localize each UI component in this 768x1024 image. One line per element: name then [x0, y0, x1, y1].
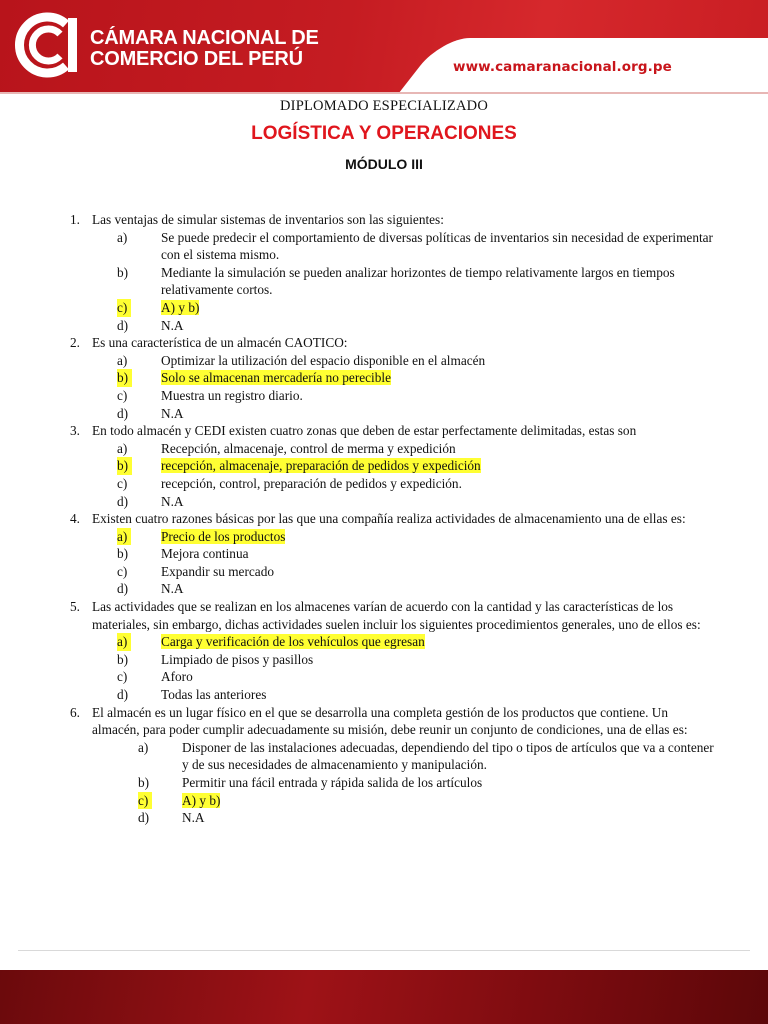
- option-text: Todas las anteriores: [161, 687, 267, 703]
- option-letter: d): [117, 581, 129, 597]
- option-a: [117, 528, 717, 546]
- option-b: [117, 369, 717, 387]
- header-divider: [0, 92, 768, 94]
- option-list: [117, 352, 717, 422]
- option-text: Disponer de las instalaciones adecuadas, dependiendo del tipo o tipos de artículos que va a contener y de sus necesidades de almacenamiento y manipulación.: [182, 739, 714, 773]
- option-text: N.A: [161, 493, 184, 509]
- footer-banner: [0, 970, 768, 1024]
- option-letter: c): [117, 299, 131, 317]
- module-title: MÓDULO III: [345, 156, 423, 172]
- option-list: [138, 739, 717, 827]
- option-letter: a): [138, 739, 149, 755]
- footer-divider: [18, 950, 750, 951]
- option-text: Mediante la simulación se pueden analizar horizontes de tiempo relativamente largos en tiempos relativamente cortos.: [161, 264, 675, 298]
- option-letter: b): [138, 775, 150, 790]
- option-text: Limpiado de pisos y pasillos: [161, 651, 314, 667]
- question-2: [70, 334, 717, 422]
- option-letter: a): [117, 528, 131, 546]
- option-d: [138, 809, 717, 827]
- option-c: [117, 387, 717, 405]
- option-text: N.A: [182, 810, 205, 826]
- option-letter: d): [117, 493, 129, 509]
- option-a: [117, 229, 717, 264]
- question-number: 4.: [70, 511, 80, 527]
- option-letter: d): [138, 810, 150, 826]
- question-number: 3.: [70, 423, 80, 439]
- option-letter: d): [117, 317, 129, 333]
- option-text-highlighted: A) y b): [182, 792, 221, 808]
- option-d: [117, 405, 717, 423]
- course-title: LOGÍSTICA Y OPERACIONES: [251, 123, 517, 144]
- option-b: [117, 545, 717, 563]
- option-list: [117, 440, 717, 510]
- option-text: Muestra un registro diario.: [161, 387, 303, 403]
- option-text: Aforo: [161, 669, 193, 685]
- option-list: [117, 633, 717, 703]
- option-text: N.A: [161, 317, 184, 333]
- question-text: Las ventajas de simular sistemas de inventarios son las siguientes:: [92, 212, 444, 227]
- option-letter: c): [117, 563, 128, 579]
- title-block: [0, 98, 768, 172]
- option-a: [138, 739, 717, 774]
- option-letter: b): [117, 369, 132, 387]
- option-d: [117, 686, 717, 704]
- option-letter: a): [117, 440, 128, 456]
- option-list: [117, 528, 717, 598]
- program-title: DIPLOMADO ESPECIALIZADO: [280, 98, 488, 114]
- camara-logo-icon: [14, 10, 84, 80]
- option-c: [117, 475, 717, 493]
- option-letter: d): [117, 687, 129, 703]
- option-letter: b): [117, 457, 132, 475]
- org-name-line1: CÁMARA NACIONAL DE: [90, 27, 319, 49]
- org-name: [90, 28, 319, 70]
- option-letter: b): [117, 546, 129, 562]
- website-link[interactable]: www.camaranacional.org.pe: [453, 59, 672, 75]
- option-text: Permitir una fácil entrada y rápida salida de los artículos: [182, 775, 483, 790]
- option-letter: a): [117, 352, 128, 368]
- option-a: [117, 352, 717, 370]
- question-3: [70, 422, 717, 510]
- option-c: [117, 299, 717, 317]
- option-text: Expandir su mercado: [161, 563, 274, 579]
- option-letter: b): [117, 264, 129, 280]
- question-5: [70, 598, 717, 704]
- option-text: Recepción, almacenaje, control de merma y expedición: [161, 440, 456, 456]
- question-number: 6.: [70, 704, 80, 720]
- question-text: En todo almacén y CEDI existen cuatro zonas que deben de estar perfectamente delimitadas, estas son: [92, 423, 637, 439]
- question-number: 1.: [70, 212, 80, 227]
- option-d: [117, 580, 717, 598]
- option-text-highlighted: Carga y verificación de los vehículos que egresan: [161, 634, 425, 650]
- option-c: [117, 668, 717, 686]
- option-letter: d): [117, 405, 129, 421]
- question-1: [70, 211, 717, 334]
- option-b: [117, 651, 717, 669]
- question-list: [70, 211, 717, 827]
- option-text: Mejora continua: [161, 546, 249, 562]
- option-letter: c): [117, 669, 128, 685]
- option-text-highlighted: A) y b): [161, 299, 200, 315]
- option-letter: c): [117, 387, 128, 403]
- option-d: [117, 317, 717, 335]
- option-a: [117, 633, 717, 651]
- header-banner: [0, 0, 768, 92]
- option-letter: c): [117, 475, 128, 491]
- question-number: 2.: [70, 335, 80, 351]
- option-text: Optimizar la utilización del espacio disponible en el almacén: [161, 352, 486, 368]
- question-6: [70, 704, 717, 827]
- option-list: [117, 229, 717, 335]
- option-text-highlighted: Precio de los productos: [161, 528, 286, 544]
- option-letter: a): [117, 633, 131, 651]
- question-text: Es una característica de un almacén CAOTICO:: [92, 335, 348, 351]
- option-text: recepción, control, preparación de pedidos y expedición.: [161, 475, 462, 491]
- option-letter: b): [117, 651, 129, 667]
- option-c: [117, 563, 717, 581]
- question-number: 5.: [70, 599, 80, 615]
- option-text: N.A: [161, 405, 184, 421]
- option-text-highlighted: Solo se almacenan mercadería no perecible: [161, 370, 391, 386]
- question-text: Las actividades que se realizan en los almacenes varían de acuerdo con la cantidad y las características de los materiales, sin embargo, dichas actividades suelen incluir los siguientes procedimientos generales, uno de ellos es:: [92, 599, 701, 632]
- question-text: Existen cuatro razones básicas por las que una compañía realiza actividades de almacenamiento una de ellas es:: [92, 511, 686, 527]
- option-b: [138, 774, 717, 792]
- option-text: Se puede predecir el comportamiento de diversas políticas de inventarios sin necesidad de experimentar con el sistema mismo.: [161, 229, 713, 263]
- org-name-line2: COMERCIO DEL PERÚ: [90, 48, 303, 70]
- question-text: El almacén es un lugar físico en el que se desarrolla una completa gestión de los productos que contiene. Un almacén, para poder cumplir adecuadamente su misión, debe reunir un conjunto de condiciones, una de ellas es:: [92, 704, 688, 738]
- option-b: [117, 264, 717, 299]
- option-letter: a): [117, 229, 128, 245]
- option-d: [117, 493, 717, 511]
- question-4: [70, 510, 717, 598]
- option-a: [117, 440, 717, 458]
- option-b: [117, 457, 717, 475]
- option-letter: c): [138, 792, 152, 810]
- option-text: N.A: [161, 581, 184, 597]
- option-c: [138, 792, 717, 810]
- option-text-highlighted: recepción, almacenaje, preparación de pedidos y expedición: [161, 458, 481, 474]
